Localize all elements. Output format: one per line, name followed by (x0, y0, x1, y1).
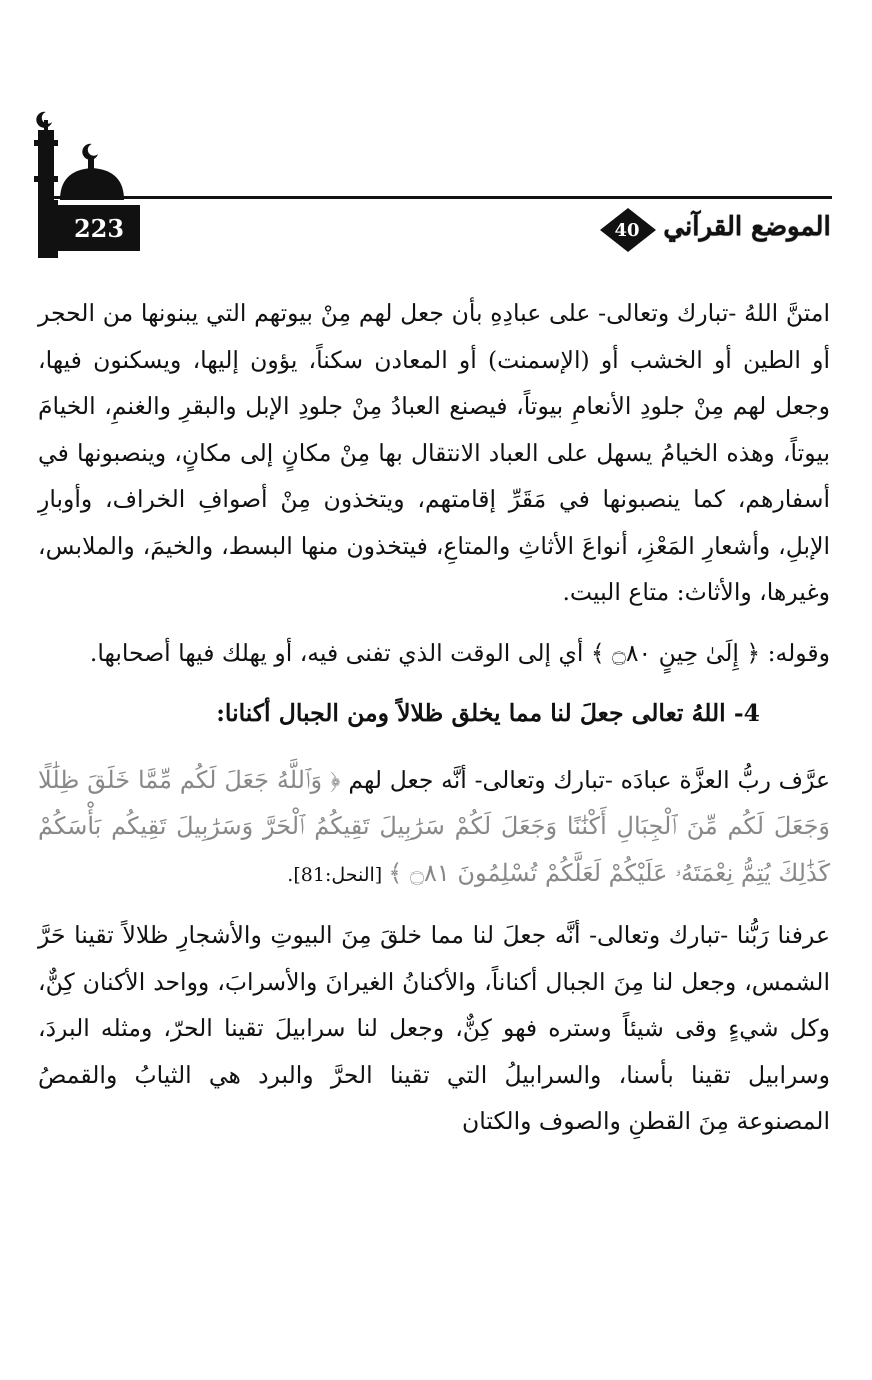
page-header (0, 0, 872, 280)
verse-reference: [النحل:81]. (287, 863, 389, 886)
quran-verse: ﴿ وَٱللَّهُ جَعَلَ لَكُم مِّمَّا خَلَقَ ظِلَٰلًا وَجَعَلَ لَكُم مِّنَ ٱلْجِبَالِ أَكْنَٰنًا وَجَعَلَ لَكُمْ سَرَٰبِيلَ تَقِيكُمُ ٱلْحَرَّ وَسَرَٰبِيلَ تَقِيكُم بَأْسَكُمْ كَذَٰلِكَ يُتِمُّ نِعْمَتَهُۥ عَلَيْكُمْ لَعَلَّكُمْ تُسْلِمُونَ ۝٨١ ﴾ (38, 765, 830, 887)
page-body (38, 290, 830, 1145)
section-title-calligraphy: الموضع القرآني (663, 212, 831, 242)
verse-intro: عرَّف ربُّ العزَّة عبادَه -تبارك وتعالى- أنَّه جعل لهم (340, 765, 831, 794)
paragraph-4: عرفنا رَبُّنا -تبارك وتعالى- أنَّه جعلَ لنا مما خلقَ مِنَ البيوتِ والأشجارِ ظلالاً تقينا حَرَّ الشمس، وجعل لنا مِنَ الجبال أكناناً، والأكنانُ الغيرانَ والأسرابَ، وواحد الأكنان كِنٌّ، وكل شيءٍ وقى شيئاً وستره فهو كِنٌّ، وجعل لنا سرابيلَ تقينا الحرّ، ومثله البردَ، وسرابيل تقينا بأسنا، والسرابيلُ التي تقينا الحرَّ والبرد هي الثيابُ والقمصُ المصنوعة مِنَ القطنِ والصوف والكتان (38, 921, 830, 1135)
section-heading: 4- اللهُ تعالى جعلَ لنا مما يخلق ظلالاً ومن الجبال أكنانا: (216, 699, 760, 727)
chapter-number: 40 (614, 219, 640, 241)
page-number: 223 (58, 205, 140, 251)
paragraph-3 (38, 757, 830, 899)
paragraph-1: امتنَّ اللهُ -تبارك وتعالى- على عبادِهِ بأن جعل لهم مِنْ بيوتهم التي يبنونها من الحجر أو الطين أو الخشب أو (الإسمنت) أو المعادن سكناً، يؤون إليها، ويسكنون فيها، وجعل لهم مِنْ جلودِ الأنعامِ بيوتاً، فيصنع العبادُ مِنْ جلودِ الإبل والبقرِ والغنمِ، الخيامَ بيوتاً، وهذه الخيامُ يسهل على العباد الانتقال بها مِنْ مكانٍ إلى مكانٍ، وينصبونها في أسفارهم، كما ينصبونها في مَقَرِّ إقامتهم، ويتخذون مِنْ أصوافِ الخراف، وأوبارِ الإبلِ، وأشعارِ المَعْزِ، أنواعَ الأثاثِ والمتاعِ، فيتخذون منها البسط، والخيمَ، والملابس، وغيرها، والأثاث: متاع البيت. (38, 299, 830, 606)
paragraph-2: وقوله: ﴿ إِلَىٰ حِينٍ ۝٨٠ ﴾ أي إلى الوقت الذي تفنى فيه، أو يهلك فيها أصحابها. (89, 638, 830, 667)
